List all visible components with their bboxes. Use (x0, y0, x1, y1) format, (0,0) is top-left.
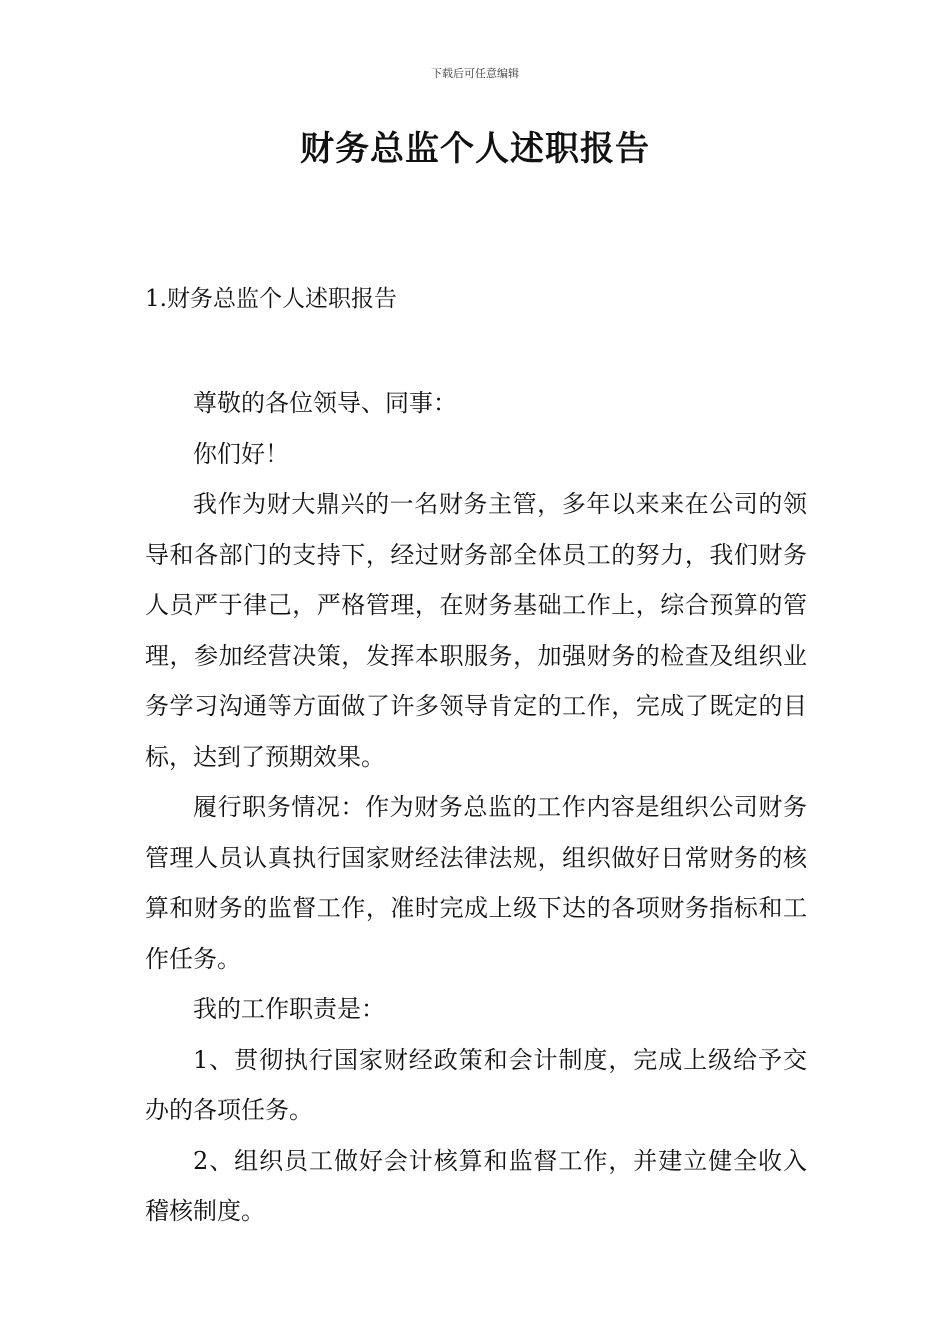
document-title: 财务总监个人述职报告 (300, 129, 650, 169)
responsibility-item-2: 2、组织员工做好会计核算和监督工作，并建立健全收入稽核制度。 (145, 1146, 807, 1225)
responsibilities-heading: 我的工作职责是： (193, 995, 385, 1023)
section-heading: 1.财务总监个人述职报告 (145, 286, 397, 312)
duties-paragraph: 履行职务情况：作为财务总监的工作内容是组织公司财务管理人员认真执行国家财经法律法规，组织做好日常财务的核算和财务的监督工作，准时完成上级下达的各项财务指标和工作任务。 (145, 793, 807, 973)
responsibility-item-1: 1、贯彻执行国家财经政策和会计制度，完成上级给予交办的各项任务。 (145, 1045, 807, 1124)
intro-paragraph: 我作为财大鼎兴的一名财务主管，多年以来来在公司的领导和各部门的支持下，经过财务部全体员工的努力，我们财务人员严于律己，严格管理，在财务基础工作上，综合预算的管理，参加经营决策，发挥本职服务，加强财务的检查及组织业务学习沟通等方面做了许多领导肯定的工作，完成了既定的目标，达到了预期效果。 (145, 490, 807, 771)
header-note: 下载后可任意编辑 (431, 67, 519, 80)
greeting: 你们好！ (193, 439, 289, 468)
salutation: 尊敬的各位领导、同事： (193, 389, 457, 417)
document-body (145, 378, 807, 1237)
